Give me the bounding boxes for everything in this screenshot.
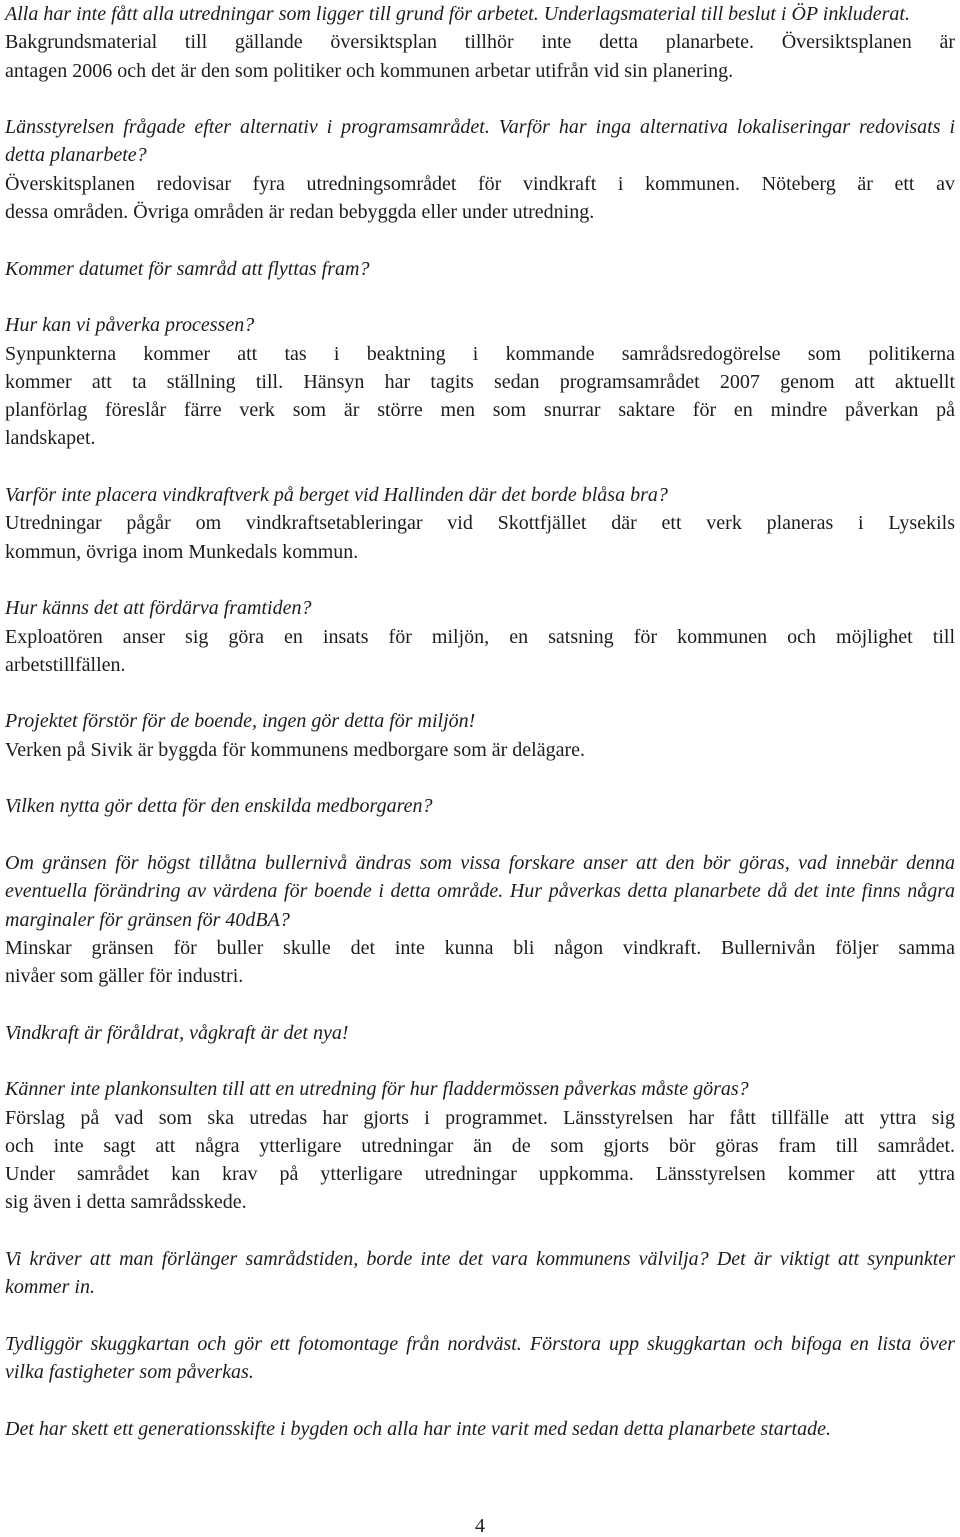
text-line: Länsstyrelsen frågade efter alternativ i programsamrådet. Varför har inga alternativa lokaliseringar redovisats i: [5, 116, 955, 139]
qa-block: [5, 849, 955, 990]
question: [5, 594, 955, 622]
text-line: och inte sagt att några ytterligare utredningar än de som gjorts bör göras fram till samrådet.: [5, 1134, 955, 1157]
text-line: Hur kan vi påverka processen?: [5, 314, 255, 337]
answer: [5, 340, 955, 453]
qa-block: [5, 1245, 955, 1302]
text-line: Hur känns det att fördärva framtiden?: [5, 597, 312, 620]
text-line: planförlag föreslår färre verk som är större men som snurrar saktare för en mindre påverkan på: [5, 399, 955, 422]
answer: [5, 736, 955, 764]
text-line: Kommer datumet för samråd att flyttas fram?: [5, 257, 370, 280]
qa-block: [5, 594, 955, 679]
text-line: eventuella förändring av värdena för boende i detta område. Hur påverkas detta planarbete då det inte finns några: [5, 880, 955, 903]
qa-block: [5, 1330, 955, 1387]
qa-block: [5, 1019, 955, 1047]
question: [5, 1330, 955, 1387]
text-line: kommer in.: [5, 1276, 95, 1299]
text-line: nivåer som gäller för industri.: [5, 965, 244, 988]
qa-block: [5, 113, 955, 226]
question: [5, 1019, 955, 1047]
text-line: Exploatören anser sig göra en insats för miljön, en satsning för kommunen och möjlighet till: [5, 625, 955, 648]
question: [5, 1415, 955, 1443]
text-line: marginaler för gränsen för 40dBA?: [5, 908, 290, 931]
answer: [5, 170, 955, 227]
question: [5, 707, 955, 735]
text-line: Verken på Sivik är byggda för kommunens medborgare som är delägare.: [5, 738, 586, 761]
text-line: Vi kräver att man förlänger samrådstiden, borde inte det vara kommunens välvilja? Det är viktigt att synpunkter: [5, 1248, 955, 1271]
question: [5, 0, 955, 28]
text-line: Utredningar pågår om vindkraftsetableringar vid Skottfjället där ett verk planeras i Lysekils: [5, 512, 955, 535]
text-line: Överskitsplanen redovisar fyra utredningsområdet för vindkraft i kommunen. Nöteberg är ett av: [5, 172, 955, 195]
text-line: Alla har inte fått alla utredningar som ligger till grund för arbetet. Underlagsmaterial till beslut i ÖP inkluderat.: [5, 3, 910, 25]
text-line: Synpunkterna kommer att tas i beaktning i kommande samrådsredogörelse som politikerna: [5, 342, 955, 365]
qa-block: [5, 792, 955, 820]
text-line: Bakgrundsmaterial till gällande översiktsplan tillhör inte detta planarbete. Översiktsplanen är: [5, 31, 955, 54]
text-line: Vindkraft är föråldrat, vågkraft är det nya!: [5, 1021, 349, 1044]
question: [5, 255, 955, 283]
page-number: 4: [475, 1515, 485, 1537]
text-line: arbetstillfällen.: [5, 653, 126, 676]
text-line: kommun, övriga inom Munkedals kommun.: [5, 540, 359, 563]
answer: [5, 509, 955, 566]
qa-block: [5, 1415, 955, 1443]
text-line: vilka fastigheter som påverkas.: [5, 1361, 254, 1384]
text-line: landskapet.: [5, 427, 96, 450]
text-line: sig även i detta samrådsskede.: [5, 1191, 247, 1214]
text-line: kommer att ta ställning till. Hänsyn har tagits sedan programsamrådet 2007 genom att aktuellt: [5, 370, 955, 393]
question: [5, 113, 955, 170]
question: [5, 481, 955, 509]
answer: [5, 934, 955, 991]
qa-block: [5, 1075, 955, 1216]
text-line: antagen 2006 och det är den som politiker och kommunen arbetar utifrån vid sin planering.: [5, 59, 734, 82]
question: [5, 1075, 955, 1103]
qa-block: [5, 0, 955, 85]
question: [5, 1245, 955, 1302]
qa-block: [5, 707, 955, 764]
document-body: [5, 0, 955, 1471]
text-line: detta planarbete?: [5, 144, 147, 167]
answer: [5, 623, 955, 680]
qa-block: [5, 311, 955, 452]
question: [5, 849, 955, 934]
text-line: Minskar gränsen för buller skulle det inte kunna bli någon vindkraft. Bullernivån följer samma: [5, 936, 955, 959]
text-line: Tydliggör skuggkartan och gör ett fotomontage från nordväst. Förstora upp skuggkartan och bifoga en lista över: [5, 1332, 955, 1355]
text-line: Det har skett ett generationsskifte i bygden och alla har inte varit med sedan detta planarbete startade.: [5, 1417, 831, 1440]
qa-block: [5, 255, 955, 283]
text-line: Känner inte plankonsulten till att en utredning för hur fladdermössen påverkas måste göras?: [5, 1078, 749, 1101]
text-line: Förslag på vad som ska utredas har gjorts i programmet. Länsstyrelsen har fått tillfälle att yttra sig: [5, 1106, 955, 1129]
qa-block: [5, 481, 955, 566]
text-line: Vilken nytta gör detta för den enskilda medborgaren?: [5, 795, 433, 818]
answer: [5, 28, 955, 85]
text-line: Om gränsen för högst tillåtna bullernivå ändras som vissa forskare anser att den bör göras, vad innebär denna: [5, 851, 955, 874]
question: [5, 311, 955, 339]
answer: [5, 1104, 955, 1217]
text-line: Varför inte placera vindkraftverk på berget vid Hallinden där det borde blåsa bra?: [5, 484, 668, 507]
text-line: dessa områden. Övriga områden är redan bebyggda eller under utredning.: [5, 201, 595, 224]
text-line: Projektet förstör för de boende, ingen gör detta för miljön!: [5, 710, 476, 733]
text-line: Under samrådet kan krav på ytterligare utredningar uppkomma. Länsstyrelsen kommer att yttra: [5, 1163, 955, 1186]
question: [5, 792, 955, 820]
